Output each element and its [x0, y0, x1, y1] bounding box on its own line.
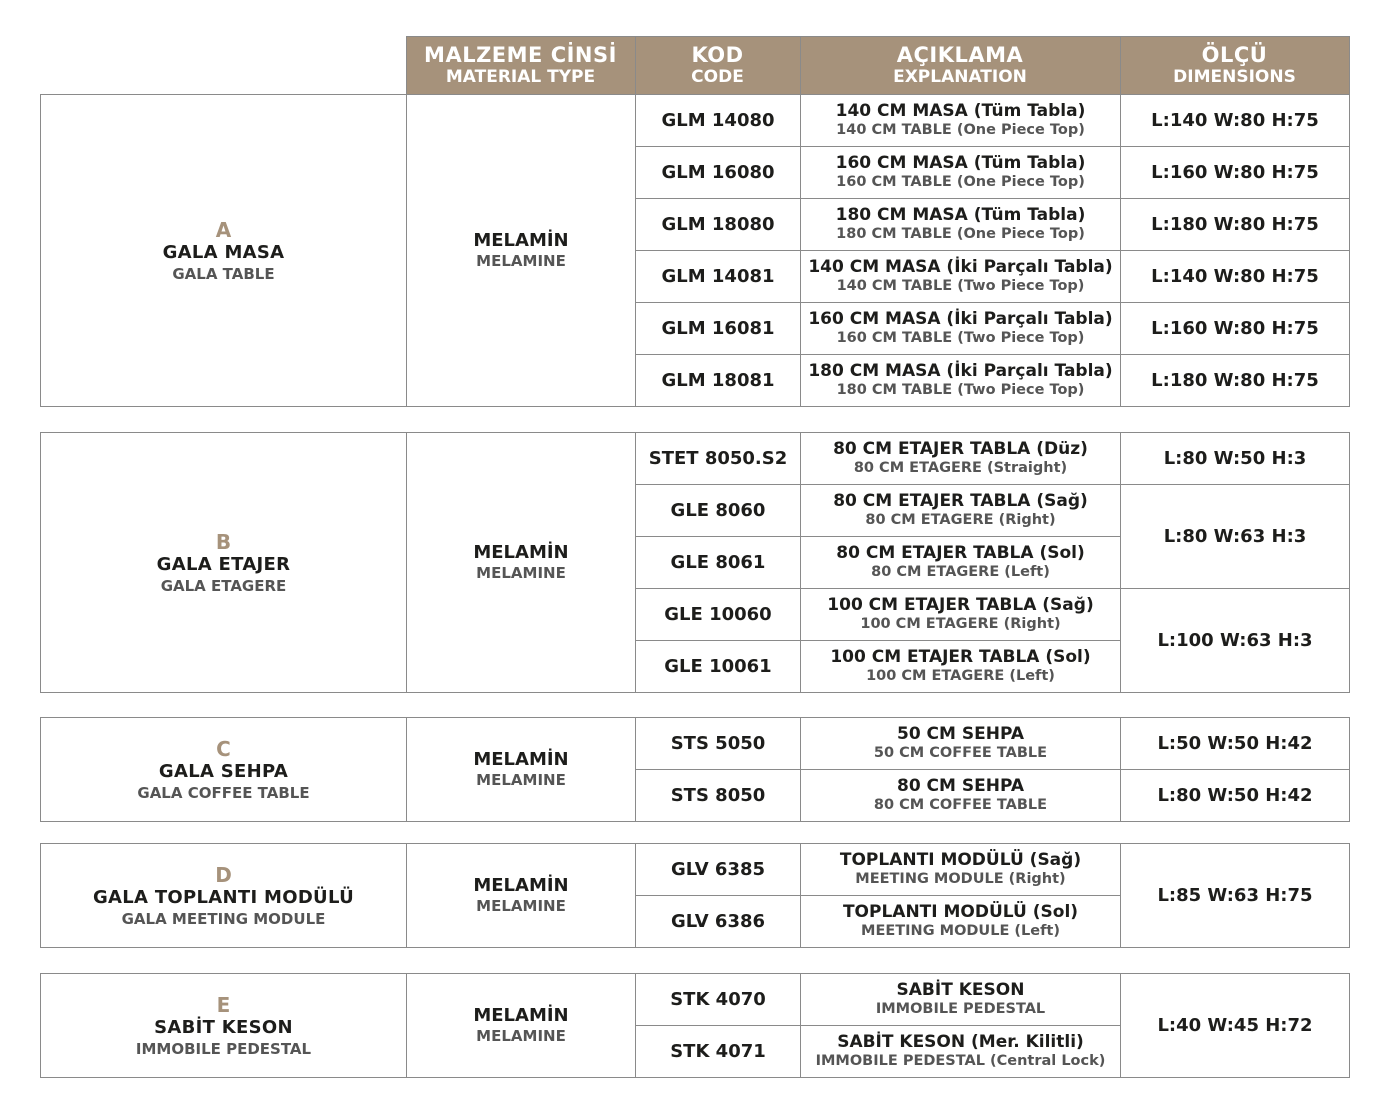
group-name: GALA TOPLANTI MODÜLÜ	[92, 886, 355, 908]
description-en: 160 CM TABLE (One Piece Top)	[836, 174, 1085, 190]
product-dimensions: L:80 W:50 H:3	[1121, 433, 1350, 485]
description-en: 80 CM ETAGERE (Straight)	[853, 460, 1068, 476]
material-name: MELAMİN	[473, 1005, 569, 1026]
description-en: 180 CM TABLE (One Piece Top)	[836, 226, 1085, 242]
header-code-tr: KOD	[691, 43, 744, 67]
product-code: STK 4070	[636, 974, 801, 1026]
group-label	[41, 974, 407, 1078]
group-name-en: GALA TABLE	[172, 264, 275, 283]
product-description	[801, 1026, 1121, 1078]
description-tr: TOPLANTI MODÜLÜ (Sol)	[842, 902, 1079, 922]
group-name: GALA MASA	[162, 241, 285, 263]
product-code: GLM 14080	[636, 95, 801, 147]
product-description	[801, 433, 1121, 485]
product-dimensions: L:40 W:45 H:72	[1121, 974, 1350, 1078]
product-dimensions: L:180 W:80 H:75	[1121, 199, 1350, 251]
description-en: 180 CM TABLE (Two Piece Top)	[836, 382, 1085, 398]
description-en: 160 CM TABLE (Two Piece Top)	[836, 330, 1085, 346]
group-label	[41, 433, 407, 693]
header-code	[635, 37, 800, 95]
description-tr: TOPLANTI MODÜLÜ (Sağ)	[839, 850, 1082, 870]
description-tr: 160 CM MASA (Tüm Tabla)	[835, 153, 1086, 173]
group-name-en: GALA ETAGERE	[160, 576, 287, 595]
product-dimensions: L:160 W:80 H:75	[1121, 303, 1350, 355]
description-tr: 50 CM SEHPA	[896, 724, 1025, 744]
description-tr: 180 CM MASA (İki Parçalı Tabla)	[808, 361, 1113, 381]
product-dimensions: L:140 W:80 H:75	[1121, 95, 1350, 147]
description-en: 50 CM COFFEE TABLE	[873, 745, 1048, 761]
group-table-a	[40, 94, 1350, 407]
product-description	[801, 303, 1121, 355]
product-code: GLM 16080	[636, 147, 801, 199]
group-letter: A	[215, 217, 232, 242]
group-name: SABİT KESON	[154, 1016, 293, 1038]
description-en: 80 CM ETAGERE (Left)	[871, 564, 1050, 580]
description-tr: 160 CM MASA (İki Parçalı Tabla)	[808, 309, 1113, 329]
product-description	[801, 770, 1121, 822]
product-code: GLE 8060	[636, 485, 801, 537]
product-description	[801, 199, 1121, 251]
group-name: GALA SEHPA	[158, 760, 289, 782]
product-description	[801, 147, 1121, 199]
group-name: GALA ETAJER	[156, 553, 291, 575]
product-description	[801, 537, 1121, 589]
description-tr: 100 CM ETAJER TABLA (Sol)	[830, 647, 1091, 667]
product-code: GLM 18080	[636, 199, 801, 251]
material-name-en: MELAMINE	[476, 771, 566, 789]
material-name: MELAMİN	[473, 875, 569, 896]
group-name-en: GALA COFFEE TABLE	[137, 783, 310, 802]
description-en: 140 CM TABLE (Two Piece Top)	[836, 278, 1085, 294]
description-en: 80 CM COFFEE TABLE	[873, 797, 1048, 813]
material-name: MELAMİN	[473, 749, 569, 770]
description-tr: 80 CM ETAJER TABLA (Sağ)	[833, 491, 1088, 511]
product-description	[801, 718, 1121, 770]
product-dimensions: L:160 W:80 H:75	[1121, 147, 1350, 199]
header-material-en: MATERIAL TYPE	[445, 67, 596, 87]
group-label	[41, 95, 407, 407]
product-dimensions: L:80 W:50 H:42	[1121, 770, 1350, 822]
product-code: GLE 10061	[636, 641, 801, 693]
group-letter: E	[216, 992, 231, 1017]
product-code: GLM 16081	[636, 303, 801, 355]
material-name-en: MELAMINE	[476, 1027, 566, 1045]
description-en: MEETING MODULE (Left)	[861, 923, 1060, 939]
material-name-en: MELAMINE	[476, 252, 566, 270]
group-table-e	[40, 973, 1350, 1078]
group-table-b	[40, 432, 1350, 693]
material-cell	[407, 433, 636, 693]
header-explanation	[800, 37, 1120, 95]
description-en: 140 CM TABLE (One Piece Top)	[836, 122, 1085, 138]
product-description	[801, 896, 1121, 948]
product-description	[801, 844, 1121, 896]
header-table	[40, 36, 1350, 95]
product-dimensions: L:85 W:63 H:75	[1121, 844, 1350, 948]
material-name: MELAMİN	[473, 230, 569, 251]
product-description	[801, 355, 1121, 407]
product-code: GLV 6386	[636, 896, 801, 948]
description-tr: 140 CM MASA (İki Parçalı Tabla)	[808, 257, 1113, 277]
header-code-en: CODE	[691, 67, 744, 87]
description-tr: 100 CM ETAJER TABLA (Sağ)	[827, 595, 1094, 615]
product-dimensions: L:80 W:63 H:3	[1121, 485, 1350, 589]
header-dimensions-tr: ÖLÇÜ	[1201, 43, 1268, 67]
description-tr: 80 CM SEHPA	[896, 776, 1025, 796]
product-code: STS 5050	[636, 718, 801, 770]
material-cell	[407, 844, 636, 948]
group-table-d	[40, 843, 1350, 948]
description-tr: SABİT KESON (Mer. Kilitli)	[837, 1032, 1084, 1052]
header-dimensions-en: DIMENSIONS	[1173, 67, 1296, 87]
material-cell	[407, 718, 636, 822]
description-en: IMMOBILE PEDESTAL (Central Lock)	[815, 1053, 1106, 1069]
group-name-en: IMMOBILE PEDESTAL	[135, 1039, 312, 1058]
description-en: MEETING MODULE (Right)	[855, 871, 1066, 887]
product-dimensions: L:100 W:63 H:3	[1121, 589, 1350, 693]
product-code: GLM 18081	[636, 355, 801, 407]
product-description	[801, 485, 1121, 537]
description-en: IMMOBILE PEDESTAL	[875, 1001, 1046, 1017]
product-dimensions: L:180 W:80 H:75	[1121, 355, 1350, 407]
header-material	[406, 37, 635, 95]
product-description	[801, 589, 1121, 641]
group-label	[41, 718, 407, 822]
product-description	[801, 95, 1121, 147]
product-dimensions: L:50 W:50 H:42	[1121, 718, 1350, 770]
product-description	[801, 974, 1121, 1026]
header-explanation-en: EXPLANATION	[893, 67, 1027, 87]
description-tr: 180 CM MASA (Tüm Tabla)	[835, 205, 1086, 225]
description-en: 100 CM ETAGERE (Left)	[866, 668, 1055, 684]
product-code: STK 4071	[636, 1026, 801, 1078]
group-name-en: GALA MEETING MODULE	[121, 909, 326, 928]
material-cell	[407, 95, 636, 407]
product-code: GLV 6385	[636, 844, 801, 896]
header-blank	[40, 37, 406, 95]
header-explanation-tr: AÇIKLAMA	[896, 43, 1024, 67]
product-description	[801, 251, 1121, 303]
product-code: GLM 14081	[636, 251, 801, 303]
product-code: STS 8050	[636, 770, 801, 822]
product-description	[801, 641, 1121, 693]
description-en: 80 CM ETAGERE (Right)	[865, 512, 1056, 528]
description-tr: 140 CM MASA (Tüm Tabla)	[835, 101, 1086, 121]
material-name-en: MELAMINE	[476, 564, 566, 582]
header-dimensions	[1120, 37, 1349, 95]
material-name-en: MELAMINE	[476, 897, 566, 915]
group-table-c	[40, 717, 1350, 822]
description-en: 100 CM ETAGERE (Right)	[860, 616, 1061, 632]
description-tr: 80 CM ETAJER TABLA (Sol)	[836, 543, 1085, 563]
product-code: GLE 8061	[636, 537, 801, 589]
product-code: STET 8050.S2	[636, 433, 801, 485]
group-label	[41, 844, 407, 948]
group-letter: C	[216, 736, 231, 761]
group-letter: D	[215, 862, 232, 887]
group-letter: B	[215, 529, 232, 554]
description-tr: 80 CM ETAJER TABLA (Düz)	[833, 439, 1088, 459]
product-code: GLE 10060	[636, 589, 801, 641]
header-material-tr: MALZEME CİNSİ	[424, 43, 617, 67]
material-name: MELAMİN	[473, 542, 569, 563]
description-tr: SABİT KESON	[896, 980, 1025, 1000]
product-dimensions: L:140 W:80 H:75	[1121, 251, 1350, 303]
material-cell	[407, 974, 636, 1078]
